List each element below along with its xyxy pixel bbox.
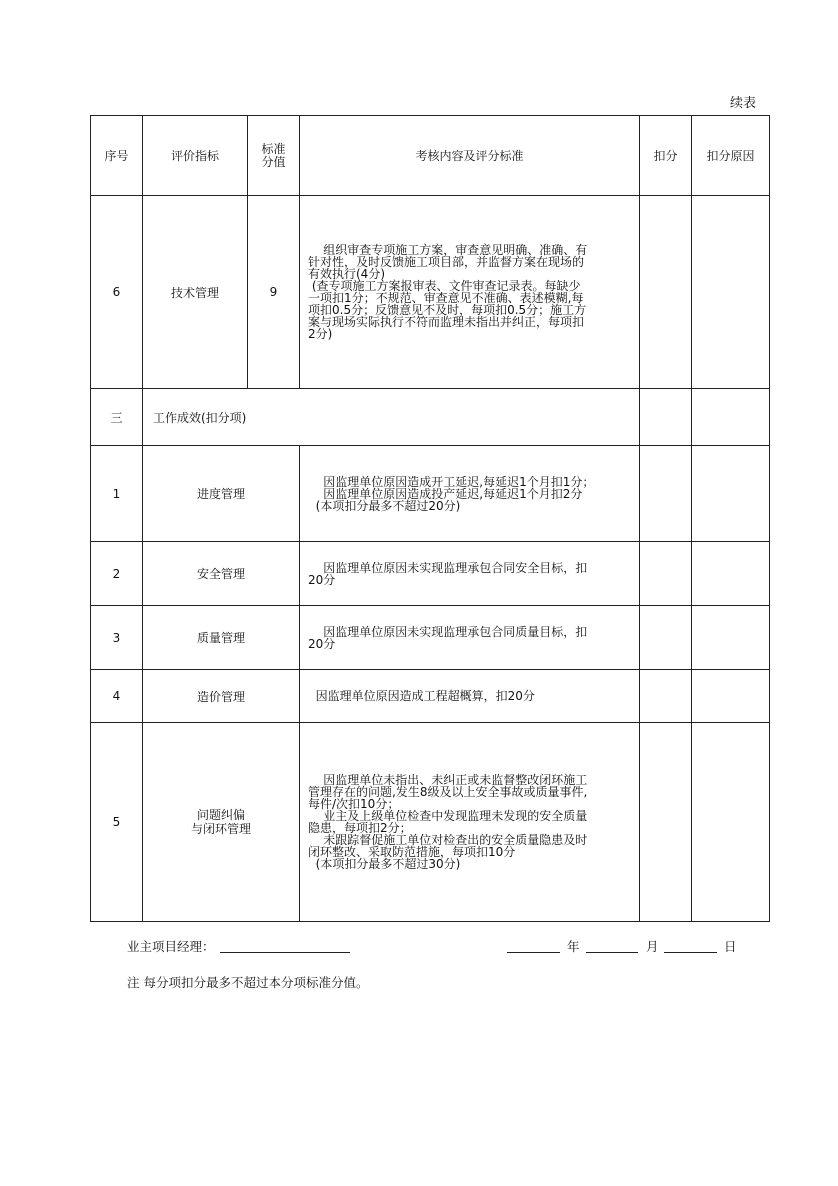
footnote: 注 每分项扣分最多不超过本分项标准分值。 bbox=[127, 975, 369, 990]
row-index: 3 bbox=[91, 606, 143, 670]
header-standard-score: 标准 分值 bbox=[248, 116, 300, 196]
month-label: 月 bbox=[646, 939, 659, 954]
row-content: 因监理单位原因造成工程超概算，扣20分 bbox=[300, 670, 640, 723]
row-deduction-cell[interactable] bbox=[640, 446, 692, 542]
row-index: 5 bbox=[91, 723, 143, 922]
section-row bbox=[91, 389, 770, 446]
row-index: 6 bbox=[91, 196, 143, 389]
row-reason-cell[interactable] bbox=[692, 446, 770, 542]
header-indicator: 评价指标 bbox=[143, 116, 248, 196]
year-label: 年 bbox=[567, 939, 580, 954]
evaluation-table bbox=[90, 115, 770, 922]
row-indicator: 安全管理 bbox=[143, 542, 300, 606]
table-row bbox=[91, 670, 770, 723]
row-content: 组织审查专项施工方案，审查意见明确、准确、有 针对性，及时反馈施工项目部，并监督方案在现场的 有效执行(4分) (查专项施工方案报审表、文件审查记录表。每缺少 一项扣1分；不规范、审查意见不准确、表述模糊,每 项扣0.5分；反馈意见不及时，每项扣0.5分；施工方 案与现场实际执行不符而监理未指出并纠正，每项扣 2分) bbox=[300, 196, 640, 389]
row-deduction-cell[interactable] bbox=[640, 670, 692, 723]
row-indicator: 问题纠偏 与闭环管理 bbox=[143, 723, 300, 922]
manager-signature-line[interactable] bbox=[220, 952, 350, 953]
table-row bbox=[91, 196, 770, 389]
row-deduction-cell[interactable] bbox=[640, 723, 692, 922]
year-line[interactable] bbox=[507, 952, 560, 953]
row-score: 9 bbox=[248, 196, 300, 389]
row-reason-cell[interactable] bbox=[692, 670, 770, 723]
row-indicator: 技术管理 bbox=[143, 196, 248, 389]
header-deduction: 扣分 bbox=[640, 116, 692, 196]
header-content: 考核内容及评分标准 bbox=[300, 116, 640, 196]
header-row bbox=[91, 116, 770, 196]
row-reason-cell[interactable] bbox=[692, 196, 770, 389]
row-index: 1 bbox=[91, 446, 143, 542]
header-index: 序号 bbox=[91, 116, 143, 196]
header-reason: 扣分原因 bbox=[692, 116, 770, 196]
row-content: 因监理单位未指出、未纠正或未监督整改闭环施工 管理存在的问题,发生8级及以上安全事故或质量事件, 每件/次扣10分； 业主及上级单位检查中发现监理未发现的安全质量 隐患，每项扣2分； 未跟踪督促施工单位对检查出的安全质量隐患及时 闭环整改、采取防范措施，每项扣10分 (本项扣分最多不超过30分) bbox=[300, 723, 640, 922]
continued-label: 续表 bbox=[730, 96, 757, 111]
row-index: 2 bbox=[91, 542, 143, 606]
table-row bbox=[91, 446, 770, 542]
row-reason-cell[interactable] bbox=[692, 542, 770, 606]
table-row bbox=[91, 606, 770, 670]
row-indicator: 质量管理 bbox=[143, 606, 300, 670]
section-deduction-cell[interactable] bbox=[640, 389, 692, 446]
row-content: 因监理单位原因造成开工延迟,每延迟1个月扣1分； 因监理单位原因造成投产延迟,每延迟1个月扣2分 (本项扣分最多不超过20分) bbox=[300, 446, 640, 542]
day-line[interactable] bbox=[664, 952, 717, 953]
row-reason-cell[interactable] bbox=[692, 723, 770, 922]
table-row bbox=[91, 542, 770, 606]
manager-label: 业主项目经理： bbox=[127, 939, 215, 954]
section-reason-cell[interactable] bbox=[692, 389, 770, 446]
table-row bbox=[91, 723, 770, 922]
row-deduction-cell[interactable] bbox=[640, 196, 692, 389]
month-line[interactable] bbox=[586, 952, 638, 953]
row-indicator: 进度管理 bbox=[143, 446, 300, 542]
row-deduction-cell[interactable] bbox=[640, 606, 692, 670]
row-content: 因监理单位原因未实现监理承包合同安全目标，扣 20分 bbox=[300, 542, 640, 606]
row-index: 4 bbox=[91, 670, 143, 723]
row-reason-cell[interactable] bbox=[692, 606, 770, 670]
row-deduction-cell[interactable] bbox=[640, 542, 692, 606]
day-label: 日 bbox=[724, 939, 737, 954]
row-indicator: 造价管理 bbox=[143, 670, 300, 723]
section-title: 工作成效(扣分项) bbox=[143, 389, 640, 446]
row-content: 因监理单位原因未实现监理承包合同质量目标，扣 20分 bbox=[300, 606, 640, 670]
section-index: 三 bbox=[91, 389, 143, 446]
